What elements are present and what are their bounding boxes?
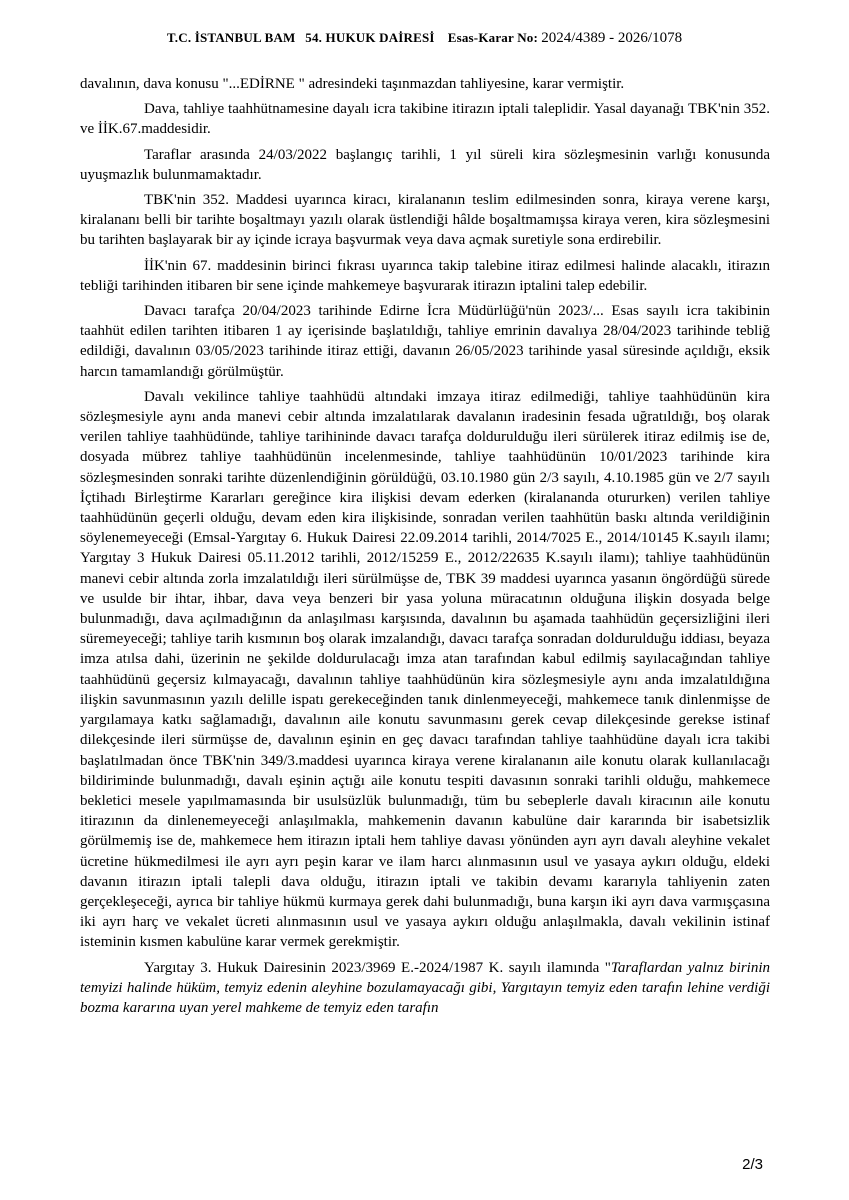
document-body — [80, 74, 770, 1023]
quote-text: Taraflardan yalnız birinin temyizi halinde hüküm, temyiz edenin aleyhine bozulamayacağı gibi, Yargıtayın temyiz eden tarafın lehine verdiği bozma kararına uyan yerel mahkeme de temyiz eden tarafın — [80, 959, 771, 1016]
paragraph: Dava, tahliye taahhütnamesine dayalı icra takibine itirazın iptali taleplidir. Yasal dayanağı TBK'nin 352. ve İİK.67.maddesidir. — [80, 101, 770, 138]
paragraph: davalının, dava konusu "...EDİRNE " adresindeki taşınmazdan tahliyesine, karar vermiştir. — [80, 76, 625, 92]
header-case-label: Esas-Karar No: — [447, 30, 539, 45]
header-chamber: 54. HUKUK DAİRESİ — [305, 30, 435, 45]
page-header — [0, 30, 849, 47]
header-case-number: 2024/4389 - 2026/1078 — [541, 30, 683, 46]
paragraph: İİK'nin 67. maddesinin birinci fıkrası uyarınca takip talebine itiraz edilmesi halinde alacaklı, itirazın tebliği tarihinden itibaren bir sene içinde mahkemeye başvurarak itirazın iptalini talep edebilir. — [80, 257, 770, 294]
paragraph: TBK'nin 352. Maddesi uyarınca kiracı, kiralananın teslim edilmesinden sonra, kiraya verene karşı, kiralananı belli bir tarihte boşaltmayı yazılı olarak üstlendiği hâlde boşaltmamışsa kiraya veren, kira sözleşmesini bu tarihten başlayarak bir ay içinde icraya başvurmak veya dava açmak suretiyle sona erdirebilir. — [80, 192, 770, 249]
quote-intro: Yargıtay 3. Hukuk Dairesinin 2023/3969 E.-2024/1987 K. sayılı ilamında " — [144, 959, 611, 976]
paragraph-quote — [80, 958, 770, 1019]
page-number: 2/3 — [742, 1156, 763, 1173]
paragraph: Davacı tarafça 20/04/2023 tarihinde Edirne İcra Müdürlüğü'nün 2023/... Esas sayılı icra takibinin taahhüt edilen tarihten itibaren 1 ay içerisinde başlatıldığı, tahliye emrinin davalıya 28/04/2023 tarihinde tebliğ edildiği, davalının 03/05/2023 tarihinde itiraz ettiği, davanın 26/05/2023 tarihinde yasal süresinde açıldığı, eksik harcın tamamlandığı görülmüştür. — [80, 303, 770, 380]
header-court: T.C. İSTANBUL BAM — [166, 30, 296, 45]
paragraph: Davalı vekilince tahliye taahhüdü altındaki imzaya itiraz edilmediği, tahliye taahhüdünün kira sözleşmesiyle aynı anda manevi cebir altında imzalatılarak davalanın iradesinin fesada uğratıldığı, boş olarak verilen tahliye taahhüdünde, tahliye tarihininde davacı tarafça doldurulduğu ileri sürülerek itiraz edilmiş ise de, dosyada mübrez tahliye taahhüdünün incelenmesinde, tahliye taahhüdünün 10/01/2023 tarihinde kira sözleşmesinden sonraki tarihte düzenlendiğinin görüldüğü, 03.10.1980 gün 2/3 sayılı, 4.10.1985 gün ve 2/7 sayılı İçtihadı Birleştirme Kararları gereğince kira ilişkisi devam ederken (kiralananda otururken) verilen tahliye taahhüdünün geçerli olduğu, devam eden kira ilişkisinde, sonradan verilen taahhütün baskı altında verildiğinin söylenemeyeceği (Emsal-Yargıtay 6. Hukuk Dairesi 22.09.2014 tarihli, 2014/7025 E., 2014/10145 K.sayılı ilamı; Yargıtay 3 Hukuk Dairesi 05.11.2012 tarihli, 2012/15259 E., 2012/22635 K.sayılı ilamı); tahliye taahhüdünün manevi cebir altında zorla imzalatıldığı ileri sürülmüşse de, TBK 39 maddesi uyarınca yasanın öngördüğü sürede ve usulde bir ihtar, ihbar, dava veya benzeri bir yasa yoluna müracatının olduğuna ilişkin dosyada belge bulunmadığı, dava açılmadığının da anlaşılması karşısında, davalının bu aşamada taahhüdün geçersizliğini ileri süremeyeceği; tahliye tarih kısmının boş olarak imzalandığı, davacı tarafça sonradan doldurulduğu iddiası, beyaza imza atılsa dahi, üzerinin ne şekilde doldurulacağı imza atan tarafından kabul edilmiş sayılacağından tahliye taahhüdünü geçersiz kılmayacağı, davalının tahliye taahhüdünün kira sözleşmesiyle aynı anda imzalatıldığına ilişkin savunmasının yazılı delille ispatı gerekeceğinden tanık dinlenmeyeceği, mahkemece tanık dinlenmişse de yargılamaya katkı sağlamadığı, davalının aile konutu savunmasını gerek cevap dilekçesinde gerekse istinaf dilekçesinde ileri sürmüşse de, davalının eşinin en geç davacı tarafından tahliye taahhüdüne dayalı icra takibi başlatılmadan önce TBK'nin 349/3.maddesi uyarınca kiraya verene kiralananın aile konutu olarak kullanılacağı bildiriminde bulunmadığı, davalı eşinin açtığı aile konutu tespiti davasının sonraki tarihli olduğu, mahkemece bekletici mesele yapılmamasında bir usulsüzlük bulunmadığı, tüm bu sebeplerle davalı kiracının aile konutu itirazının da dinlenemeyeceği anlaşılmakla, mahkemenin davanın kabulüne dair kararında bir isabetsizlik görülmemiş ise de, mahkemece hem itirazın iptali hem tahliye davası yönünden ayrı ayrı davalı aleyhine vekalet ücretine hükmedilmesi ile ayrı ayrı peşin karar ve ilam harcı alınmasının usul ve yasaya aykırı olduğu, eldeki davanın itirazın iptali talepli dava olduğu, itirazın iptali ve takibin devamı kararıyla tahliyenin zaten gerçekleşeceği, ayrıca bir tahliye hükmü kurmaya gerek dahi bulunmadığı, buna karşın iki ayrı dava varmışçasına iki ayrı harç ve vekalet ücreti alınmasının usul ve yasaya aykırı olduğu anlaşılmakla, davalı vekilinin istinaf isteminin kısmen kabulüne karar vermek gerekmiştir. — [80, 388, 770, 951]
paragraph: Taraflar arasında 24/03/2022 başlangıç tarihli, 1 yıl süreli kira sözleşmesinin varlığı konusunda uyuşmazlık bulunmamaktadır. — [80, 146, 770, 183]
